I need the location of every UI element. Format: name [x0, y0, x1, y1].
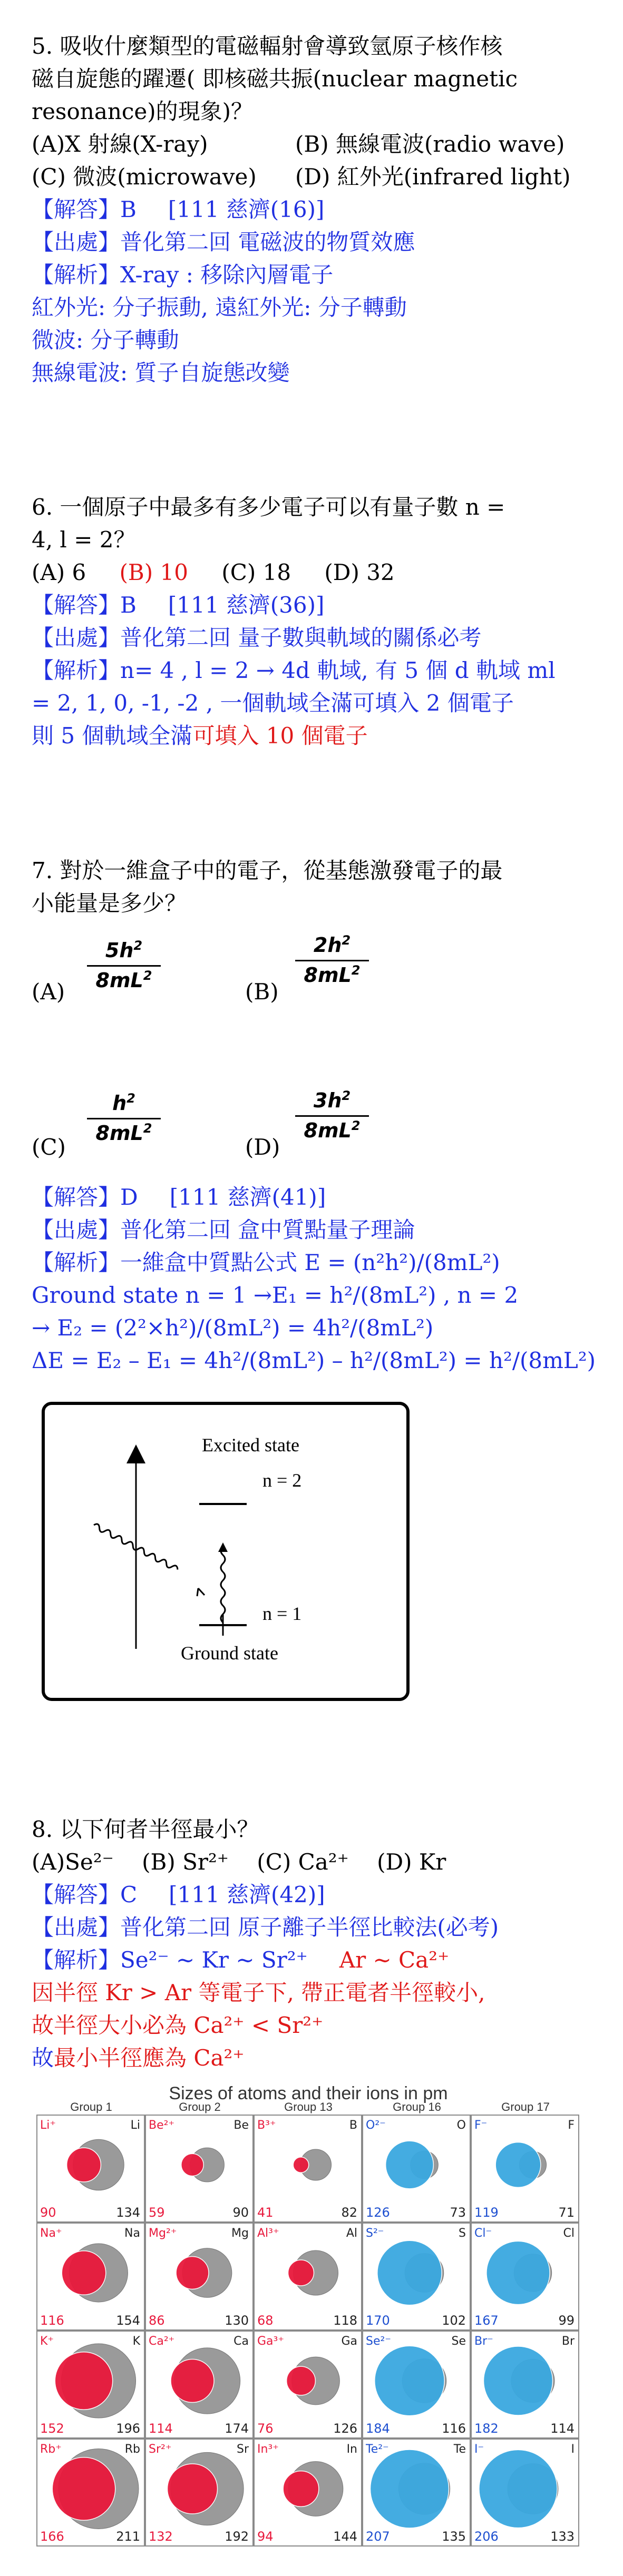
ion-sphere	[67, 2148, 101, 2182]
ion-sphere	[370, 2450, 449, 2528]
ion-radius-value: 114	[149, 2421, 173, 2436]
ion-radius-value: 94	[257, 2529, 274, 2544]
atom-radius-value: 118	[333, 2313, 357, 2328]
ion-sphere	[52, 2457, 115, 2521]
atom-symbol: In	[346, 2443, 357, 2456]
element-cell	[145, 2223, 253, 2330]
q6-answer-source: [111 慈濟(36)]	[168, 592, 325, 618]
q6-option-b: (B) 10	[119, 559, 188, 585]
q8-analysis-text-1b: Ar ~ Ca²⁺	[339, 1947, 450, 1973]
q7-analysis-line-2: Ground state n = 1 →E₁ = h²/(8mL²) , n = 2	[32, 1282, 519, 1308]
q7-option-c-denominator: 8mL	[95, 1122, 143, 1145]
q5-answer-value: B	[120, 196, 137, 222]
n1-label: n = 1	[262, 1603, 302, 1624]
ion-sphere	[167, 2464, 217, 2514]
ion-sphere	[287, 2366, 316, 2395]
photon-wave-arrowhead-2	[197, 1588, 198, 1596]
q8-analysis-text-4a: 故	[32, 2045, 54, 2071]
q6-source-label: 【出處】	[32, 625, 121, 651]
q6-analysis-text-3a: 則 5 個軌域全滿	[32, 723, 193, 749]
element-cell	[254, 2223, 362, 2330]
q8-analysis-text-3a: 故半徑大小必為	[32, 2012, 194, 2038]
n2-label: n = 2	[262, 1470, 302, 1491]
q7-answer-label: 【解答】	[32, 1184, 121, 1210]
q7-answer-value: D	[120, 1184, 138, 1210]
group-label: Group 1	[70, 2100, 112, 2113]
ion-symbol: Se²⁻	[366, 2335, 391, 2348]
q7-option-c-numerator: h	[112, 1092, 127, 1115]
atom-symbol: Sr	[236, 2443, 249, 2456]
atom-symbol: Al	[346, 2227, 357, 2240]
q5-analysis-line-3: 微波: 分子轉動	[32, 327, 179, 353]
excited-state-label: Excited state	[202, 1434, 299, 1456]
ion-sphere	[55, 2352, 112, 2410]
q8-analysis-line-4	[32, 2043, 245, 2073]
group-label: Group 17	[501, 2100, 550, 2113]
q5-option-a: (A)X 射線(X-ray)	[32, 131, 208, 157]
q5-option-c: (C) 微波(microwave)	[32, 164, 257, 190]
q7-option-d-denominator: 8mL	[304, 1119, 352, 1142]
ion-radius-value: 116	[40, 2313, 64, 2328]
q8-analysis-line-1	[32, 1945, 449, 1975]
ion-sphere	[386, 2141, 434, 2189]
element-cell	[37, 2115, 144, 2222]
ion-symbol: K⁺	[40, 2335, 54, 2348]
q5-source-text: 普化第二回 電磁波的物質效應	[120, 229, 415, 255]
ion-symbol: Br⁻	[474, 2335, 493, 2348]
atom-symbol: F	[568, 2119, 575, 2132]
atom-symbol: Br	[561, 2335, 575, 2348]
element-cell	[145, 2439, 253, 2546]
q7-answer	[32, 1183, 326, 1212]
q6-source	[32, 623, 481, 653]
ion-radius-value: 166	[40, 2529, 64, 2544]
element-cell	[37, 2223, 144, 2330]
q7-question-line-1: 7. 對於一維盒子中的電子，從基態激發電子的最	[32, 858, 503, 883]
ion-radius-value: 119	[474, 2205, 499, 2220]
atom-symbol: Ga	[341, 2335, 357, 2348]
ion-sphere	[62, 2251, 106, 2295]
element-cell	[471, 2115, 579, 2222]
q8-option-c: (C) Ca²⁺	[257, 1849, 349, 1875]
element-cell	[254, 2115, 362, 2222]
q8-analysis-text-1a: Se²⁻ ~ Kr ~ Sr²⁺	[120, 1947, 308, 1973]
element-cell	[254, 2331, 362, 2438]
q6-answer-label: 【解答】	[32, 592, 121, 618]
q6-options	[32, 558, 395, 587]
q6-option-c: (C) 18	[221, 559, 291, 585]
ion-symbol: Cl⁻	[474, 2227, 492, 2240]
element-cell	[471, 2439, 579, 2546]
q5-analysis-line-1	[32, 260, 333, 290]
ion-sphere	[293, 2157, 309, 2173]
q5-analysis-line-4: 無線電波: 質子自旋態改變	[32, 360, 290, 386]
ion-radius-value: 182	[474, 2421, 499, 2436]
q6-analysis-text-3b: 可填入 10 個電子	[192, 723, 368, 749]
q7-option-d-label: (D)	[245, 1134, 280, 1160]
q8-answer-value: C	[120, 1882, 138, 1908]
ion-symbol: S²⁻	[366, 2227, 384, 2240]
ion-symbol: O²⁻	[366, 2119, 386, 2132]
ion-sphere	[288, 2260, 314, 2286]
atom-radius-value: 154	[116, 2313, 140, 2328]
q6-analysis-label: 【解析】	[32, 657, 121, 683]
atom-radius-value: 126	[333, 2421, 357, 2436]
group-label: Group 13	[284, 2100, 333, 2113]
q8-answer-label: 【解答】	[32, 1882, 121, 1908]
ion-symbol: Ca²⁺	[149, 2335, 175, 2348]
atom-radius-value: 82	[341, 2205, 357, 2220]
q5-source-label: 【出處】	[32, 229, 121, 255]
atom-radius-value: 73	[450, 2205, 466, 2220]
atom-radius-value: 196	[116, 2421, 140, 2436]
ion-radius-value: 167	[474, 2313, 499, 2328]
element-cell	[37, 2439, 144, 2546]
ion-radius-value: 152	[40, 2421, 64, 2436]
q8-analysis-text-4b: 最小半徑應為 Ca²⁺	[54, 2045, 245, 2071]
atom-symbol: Cl	[563, 2227, 575, 2240]
q7-analysis-line-4: ΔE = E₂ – E₁ = 4h²/(8mL²) – h²/(8mL²) = h²/(8mL²)	[32, 1348, 596, 1373]
ion-symbol: Li⁺	[40, 2119, 56, 2132]
ionic-radii-figure	[32, 2083, 585, 2547]
ion-radius-value: 126	[366, 2205, 390, 2220]
ion-radius-value: 132	[149, 2529, 173, 2544]
ion-symbol: I⁻	[474, 2443, 484, 2456]
q6-analysis-text-1: n= 4 , l = 2 → 4d 軌域, 有 5 個 d 軌域 ml	[120, 657, 556, 683]
element-cell	[471, 2223, 579, 2330]
ion-symbol: Al³⁺	[257, 2227, 279, 2240]
atom-symbol: Rb	[124, 2443, 140, 2456]
q7-option-c-fraction: $h^2$ $8mL^2$	[87, 1090, 161, 1146]
atom-symbol: Na	[124, 2227, 140, 2240]
q5-question-line-3: resonance)的現象)？	[32, 99, 254, 124]
ion-sphere	[283, 2471, 319, 2507]
q7-option-b-label: (B)	[245, 979, 279, 1005]
q7-option-b-numerator: 2h	[313, 933, 342, 957]
q8-option-d: (D) Kr	[377, 1849, 446, 1875]
ion-symbol: In³⁺	[257, 2443, 279, 2456]
ion-symbol: Be²⁺	[149, 2119, 175, 2132]
ion-symbol: Ga³⁺	[257, 2335, 284, 2348]
q7-analysis-label: 【解析】	[32, 1250, 121, 1275]
ion-radius-value: 170	[366, 2313, 390, 2328]
q5-source	[32, 228, 415, 257]
q5-answer-label: 【解答】	[32, 196, 121, 222]
ion-radius-value: 68	[257, 2313, 274, 2328]
atom-symbol: K	[132, 2335, 140, 2348]
q7-option-a-fraction: $5h^2$ $8mL^2$	[87, 938, 161, 993]
atom-radius-value: 99	[558, 2313, 575, 2328]
q6-analysis-line-1	[32, 656, 556, 685]
q5-answer-source: [111 慈濟(16)]	[168, 196, 325, 222]
atom-radius-value: 211	[116, 2529, 140, 2544]
ion-symbol: Rb⁺	[40, 2443, 62, 2456]
element-cell	[145, 2331, 253, 2438]
ion-symbol: Sr²⁺	[149, 2443, 172, 2456]
q8-analysis-line-2: 因半徑 Kr > Ar 等電子下, 帶正電者半徑較小,	[32, 1980, 485, 2005]
q8-options	[32, 1847, 446, 1877]
ion-sphere	[171, 2359, 214, 2402]
q8-source-text: 普化第二回 原子離子半徑比較法(必考)	[120, 1914, 499, 1940]
ion-radius-value: 59	[149, 2205, 165, 2220]
atom-symbol: Li	[130, 2119, 140, 2132]
element-cell	[363, 2439, 470, 2546]
q8-answer	[32, 1880, 325, 1910]
ion-radius-value: 184	[366, 2421, 390, 2436]
ion-sphere	[181, 2154, 203, 2176]
q6-answer	[32, 591, 324, 620]
q7-option-b-fraction: $2h^2$ $8mL^2$	[295, 932, 369, 988]
q7-option-a-label: (A)	[32, 979, 65, 1005]
ion-radius-value: 86	[149, 2313, 165, 2328]
figure-title: Sizes of atoms and their ions in pm	[169, 2083, 448, 2103]
atom-symbol: B	[349, 2119, 357, 2132]
ground-state-label: Ground state	[181, 1643, 278, 1664]
element-cell	[471, 2331, 579, 2438]
element-cell	[363, 2115, 470, 2222]
q7-option-d-fraction: $3h^2$ $8mL^2$	[295, 1088, 369, 1143]
q6-analysis-line-2: = 2, 1, 0, -1, -2 , 一個軌域全滿可填入 2 個電子	[32, 690, 514, 716]
atom-radius-value: 144	[333, 2529, 357, 2544]
q7-source-text: 普化第二回 盒中質點量子理論	[120, 1217, 415, 1243]
q8-analysis-label: 【解析】	[32, 1947, 121, 1973]
atom-radius-value: 135	[442, 2529, 466, 2544]
element-cell	[363, 2223, 470, 2330]
element-cell	[363, 2331, 470, 2438]
ion-radius-value: 207	[366, 2529, 390, 2544]
atom-symbol: Te	[453, 2443, 466, 2456]
q8-source-label: 【出處】	[32, 1914, 121, 1940]
ion-radius-value: 90	[40, 2205, 56, 2220]
ion-sphere	[377, 2240, 442, 2305]
atom-symbol: Mg	[231, 2227, 249, 2240]
atom-radius-value: 71	[558, 2205, 575, 2220]
q7-analysis-text-1: 一維盒中質點公式 E = (n²h²)/(8mL²)	[120, 1250, 500, 1275]
ion-radius-value: 41	[257, 2205, 274, 2220]
energy-level-diagram	[41, 1401, 410, 1702]
q7-question-line-2: 小能量是多少？	[32, 890, 187, 916]
atom-radius-value: 192	[225, 2529, 249, 2544]
ion-symbol: Mg²⁺	[149, 2227, 177, 2240]
q5-analysis-label: 【解析】	[32, 262, 121, 288]
atom-radius-value: 114	[550, 2421, 575, 2436]
atom-radius-value: 134	[116, 2205, 140, 2220]
q6-option-a: (A) 6	[32, 559, 86, 585]
q6-question-line-2: 4, l = 2？	[32, 527, 136, 553]
group-label: Group 2	[179, 2100, 221, 2113]
atom-radius-value: 90	[232, 2205, 249, 2220]
element-cell	[145, 2115, 253, 2222]
q7-option-c-label: (C)	[32, 1134, 66, 1160]
ion-symbol: Na⁺	[40, 2227, 62, 2240]
atom-symbol: I	[571, 2443, 575, 2456]
element-cell	[254, 2439, 362, 2546]
q8-option-a: (A)Se²⁻	[32, 1849, 114, 1875]
ion-radius-value: 76	[257, 2421, 274, 2436]
ion-sphere	[375, 2346, 444, 2415]
atom-radius-value: 102	[442, 2313, 466, 2328]
q7-source	[32, 1215, 415, 1245]
ion-sphere	[483, 2346, 552, 2415]
ion-sphere	[486, 2241, 550, 2304]
q5-option-b: (B) 無線電波(radio wave)	[295, 131, 565, 157]
q5-analysis-line-2: 紅外光: 分子振動, 遠紅外光: 分子轉動	[32, 294, 407, 320]
atom-symbol: Se	[451, 2335, 466, 2348]
q7-option-b-denominator: 8mL	[304, 963, 352, 987]
atom-symbol: O	[456, 2119, 466, 2132]
q7-option-a-numerator: 5h	[105, 939, 134, 962]
q5-analysis-text-1: X-ray : 移除內層電子	[120, 262, 334, 288]
atom-symbol: Be	[233, 2119, 249, 2132]
q5-answer	[32, 195, 324, 224]
group-label: Group 16	[393, 2100, 441, 2113]
q7-analysis-line-1	[32, 1248, 500, 1277]
q7-option-a-denominator: 8mL	[95, 969, 143, 992]
ion-symbol: B³⁺	[257, 2119, 276, 2132]
ion-sphere	[176, 2257, 209, 2289]
atom-radius-value: 130	[225, 2313, 249, 2328]
atom-radius-value: 133	[550, 2529, 575, 2544]
q8-answer-source: [111 慈濟(42)]	[169, 1882, 325, 1908]
ion-sphere	[495, 2142, 541, 2188]
q8-source	[32, 1913, 499, 1942]
q5-option-d: (D) 紅外光(infrared light)	[295, 164, 571, 190]
q8-option-b: (B) Sr²⁺	[142, 1849, 229, 1875]
q6-question-line-1: 6. 一個原子中最多有多少電子可以有量子數 n =	[32, 494, 505, 520]
element-cell	[37, 2331, 144, 2438]
q8-analysis-text-3b: Ca²⁺ < Sr²⁺	[193, 2012, 324, 2038]
q7-option-d-numerator: 3h	[313, 1089, 342, 1112]
q7-source-label: 【出處】	[32, 1217, 121, 1243]
ion-symbol: Te²⁻	[366, 2443, 389, 2456]
atom-symbol: Ca	[233, 2335, 249, 2348]
q6-option-d: (D) 32	[324, 559, 395, 585]
q5-question-line-1: 5. 吸收什麼類型的電磁輻射會導致氫原子核作核	[32, 33, 503, 59]
q6-answer-value: B	[120, 592, 137, 618]
ion-sphere	[479, 2450, 557, 2528]
atom-radius-value: 116	[442, 2421, 466, 2436]
ion-symbol: F⁻	[474, 2119, 488, 2132]
q7-analysis-line-3: → E₂ = (2²×h²)/(8mL²) = 4h²/(8mL²)	[32, 1315, 434, 1341]
q5-question-line-2: 磁自旋態的躍遷( 即核磁共振(nuclear magnetic	[32, 66, 518, 92]
atom-radius-value: 174	[225, 2421, 249, 2436]
ion-radius-value: 206	[474, 2529, 499, 2544]
q6-analysis-line-3	[32, 721, 368, 751]
q8-analysis-line-3	[32, 2011, 323, 2040]
q7-answer-source: [111 慈濟(41)]	[169, 1184, 326, 1210]
atom-symbol: S	[459, 2227, 466, 2240]
q8-question: 8. 以下何者半徑最小？	[32, 1816, 259, 1842]
q6-source-text: 普化第二回 量子數與軌域的關係必考	[120, 625, 482, 651]
